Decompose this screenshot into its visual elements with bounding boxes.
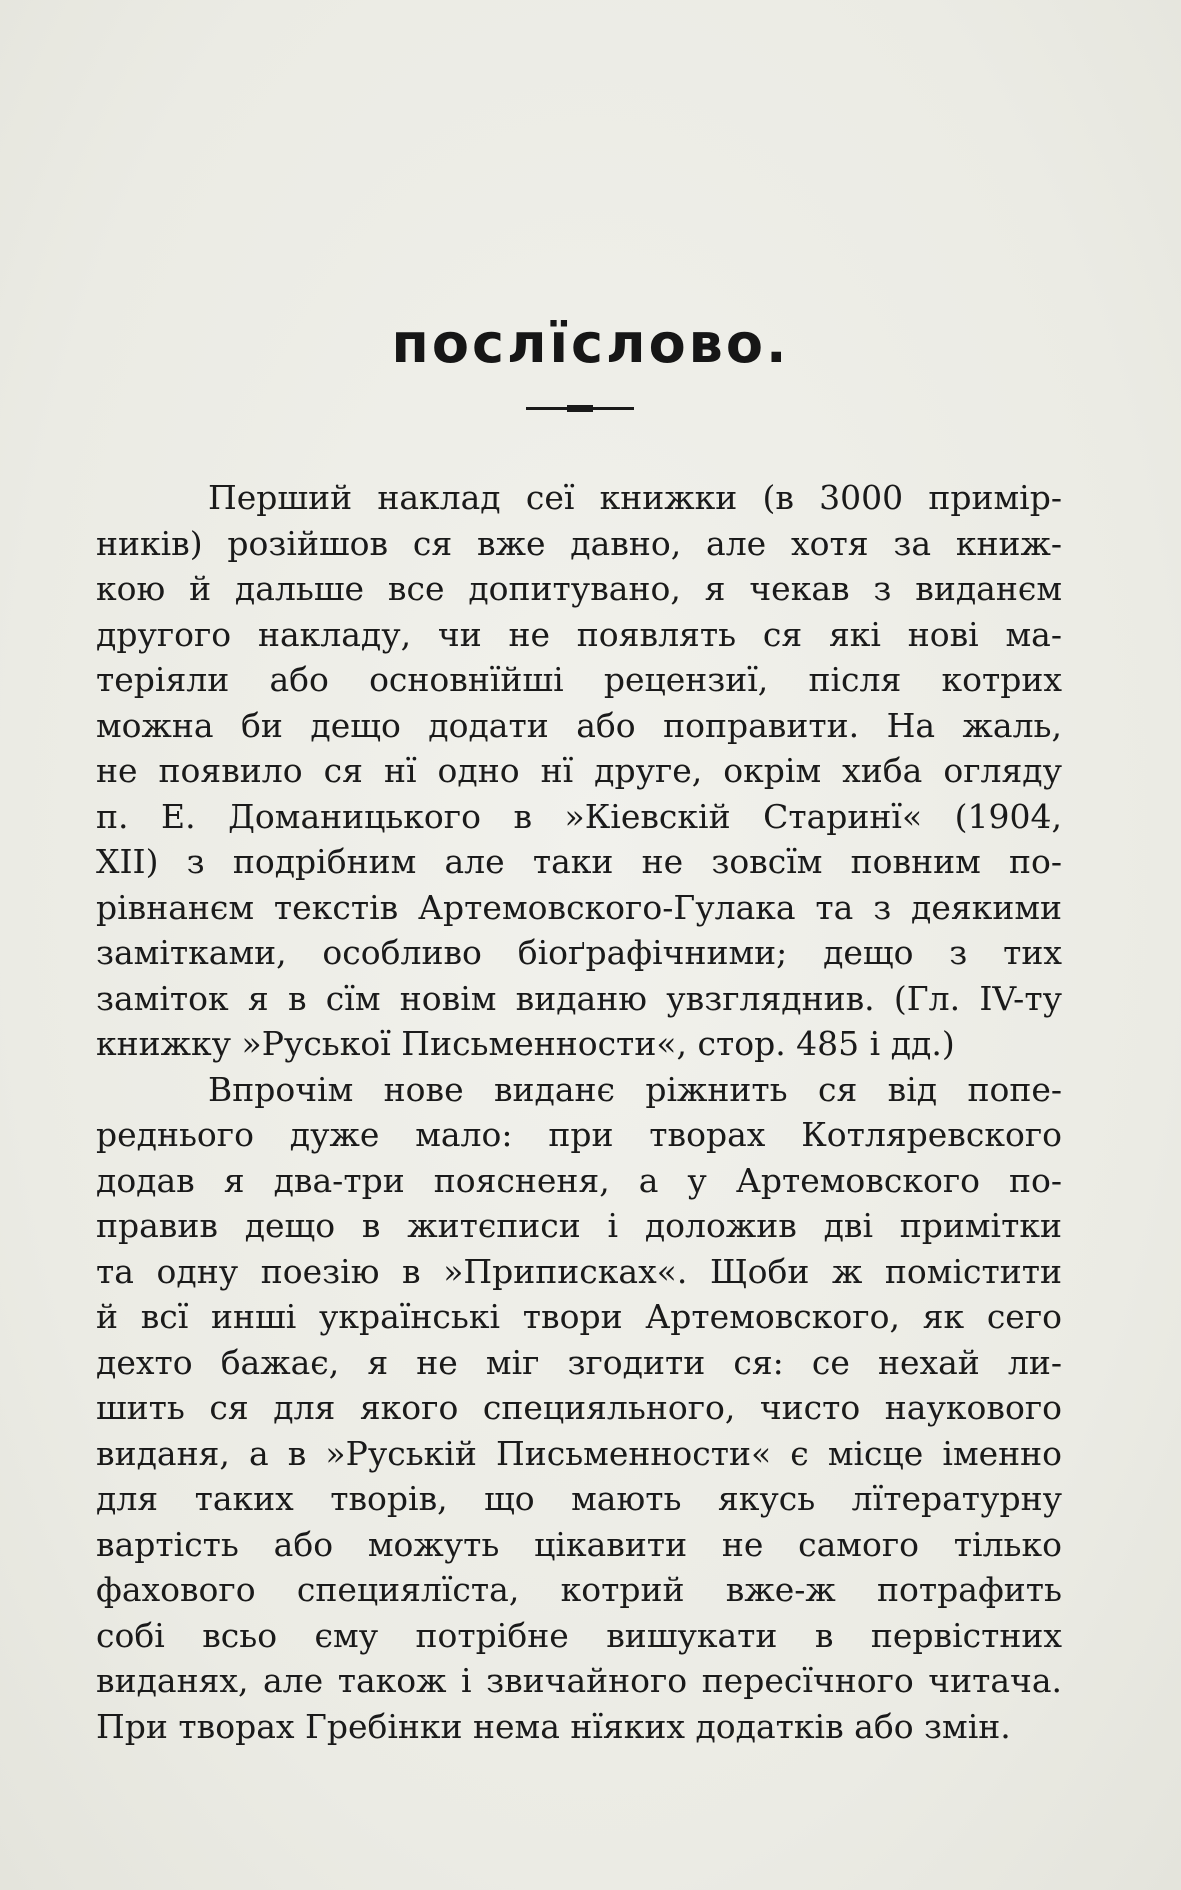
text-line: дехто бажає, я не міг згодити ся: се нехай ли- [96, 1342, 1062, 1382]
text-line: другого накладу, чи не появлять ся які нові ма- [96, 614, 1062, 654]
text-line: рівнанєм текстів Артемовского-Гулака та з деякими [96, 887, 1062, 927]
text-line: реднього дуже мало: при творах Котляревского [96, 1115, 1062, 1154]
text-line: ників) розійшов ся вже давно, але хотя за книж- [96, 523, 1062, 563]
text-line: Впрочім нове виданє ріжнить ся від попе- [208, 1069, 1062, 1109]
text-line: виданя, а в »Руській Письменности« є місце іменно [96, 1433, 1062, 1473]
text-line: можна би дещо додати або поправити. На жаль, [96, 705, 1062, 745]
text-line: Перший наклад сеї книжки (в 3000 примір- [208, 478, 1062, 517]
text-line: не появило ся нї одно нї друге, окрім хиба огляду [96, 751, 1062, 790]
text-line: замітками, особливо біоґрафічними; дещо з тих [96, 933, 1062, 972]
text-line: вартість або можуть цікавити не самого тілько [96, 1524, 1062, 1564]
text-line: книжку »Руської Письменности«, стор. 485 і дд.) [96, 1024, 955, 1063]
text-line: шить ся для якого специяльного, чисто наукового [96, 1388, 1062, 1427]
page-title: послїслово. [391, 312, 790, 375]
text-line: додав я два-три поясненя, а у Артемовского по- [96, 1160, 1062, 1200]
body-text [96, 475, 1062, 1749]
text-line: теріяли або основнїйші рецензиї, після котрих [96, 660, 1062, 699]
text-line: та одну поезію в »Приписках«. Щоби ж помістити [96, 1251, 1062, 1291]
text-line: п. Е. Доманицького в »Кіевскій Старинї« (1904, [96, 796, 1062, 836]
text-line: кою й дальше все допитувано, я чекав з виданєм [96, 569, 1062, 608]
text-line: При творах Гребінки нема нїяких додатків або змін. [96, 1706, 1011, 1746]
text-line: правив дещо в житєписи і доложив дві примітки [96, 1206, 1062, 1245]
text-line: заміток я в сїм новім виданю увзгляднив. (Гл. IV-ту [96, 978, 1062, 1018]
title-divider-center [567, 405, 593, 412]
text-line: для таких творів, що мають якусь лїтературну [96, 1479, 1062, 1518]
text-line: XII) з подрібним але таки не зовсїм повним по- [96, 842, 1062, 881]
text-line: виданях, але також і звичайного пересїчного читача. [96, 1661, 1062, 1700]
text-line: й всї инші українські твори Артемовского, як сего [96, 1297, 1062, 1336]
text-line: собі всьо єму потрібне вишукати в первістних [96, 1615, 1062, 1655]
text-line: фахового специялїста, котрий вже-ж потрафить [96, 1570, 1062, 1609]
